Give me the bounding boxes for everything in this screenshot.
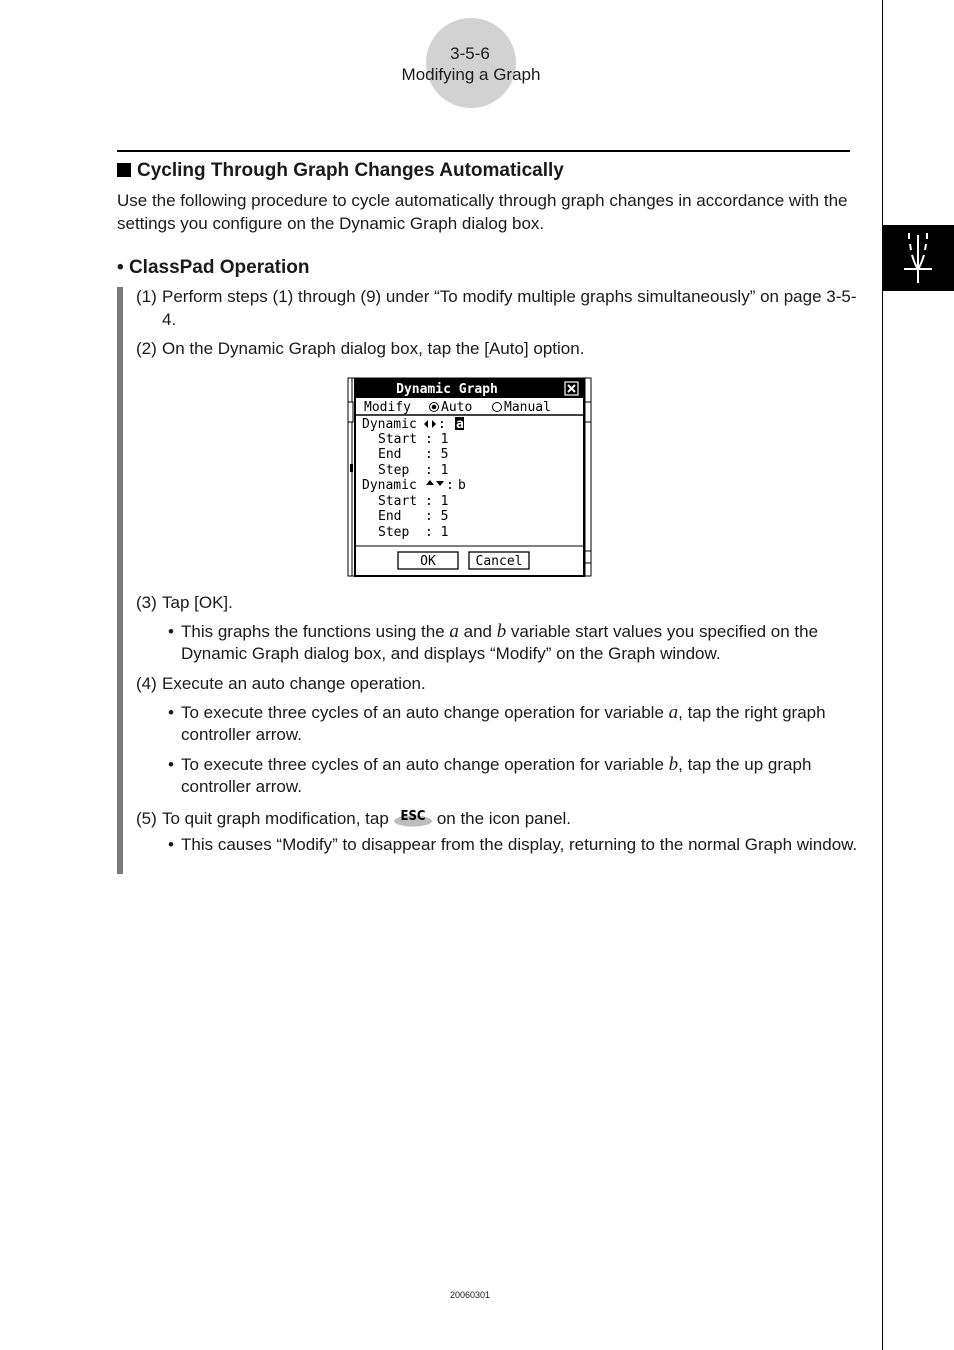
ud-step[interactable]: Step : 1 [378,525,449,540]
step-number: (1) [136,287,157,306]
step-text: To quit graph modification, tap ESC on the icon panel. [162,809,572,828]
esc-icon [393,807,433,827]
operation-heading [117,257,310,279]
section-rule [117,150,850,152]
bullet-icon: • [168,622,174,641]
bullet-icon: • [168,703,174,722]
step-text: Perform steps (1) through (9) under “To modify multiple graphs simultaneously” on page 3-5-4. [162,287,857,329]
square-bullet-icon [117,163,131,177]
chapter-tab [882,225,954,291]
step-text: Tap [OK]. [162,593,233,612]
step-number: (2) [136,339,157,358]
lr-end[interactable]: End : 5 [378,447,449,462]
cancel-button-label[interactable]: Cancel [475,554,523,569]
section-title-text: Cycling Through Graph Changes Automatically [137,160,564,181]
ud-end[interactable]: End : 5 [378,509,449,524]
step-number: (3) [136,593,157,612]
mode-label: Modify [364,400,411,415]
footer-code: 20060301 [449,1290,491,1300]
bullet-text: To execute three cycles of an auto change operation for variable b, tap the up graph controller arrow. [181,754,812,796]
graph-tab-icon [882,225,954,291]
manual-option-label[interactable]: Manual [504,400,551,415]
operation-heading-text: ClassPad Operation [128,257,310,278]
step-number: (4) [136,674,157,693]
ok-button-label[interactable]: OK [420,554,436,569]
page-subtitle: Modifying a Graph [401,65,541,84]
intro-paragraph: Use the following procedure to cycle automatically through graph changes in accordance with the settings you configure on the Dynamic Graph dialog box. [117,191,848,233]
svg-text:ESC: ESC [400,809,426,824]
procedure-sidebar [117,287,123,874]
lr-start[interactable]: Start : 1 [378,432,449,447]
dynamic-ud-label: Dynamic [362,478,417,493]
right-margin-rule [882,0,883,1350]
section-title [117,160,564,182]
svg-text::: : [438,417,446,432]
dynamic-ud-value[interactable]: b [458,478,466,493]
step-text: On the Dynamic Graph dialog box, tap the [Auto] option. [162,339,585,358]
bullet-text: This graphs the functions using the a and b variable start values you specified on the Dynamic Graph dialog box, and displays “Modify” on the Graph window. [181,621,819,663]
auto-option-label[interactable]: Auto [441,400,473,415]
bullet-icon: • [168,835,174,854]
step-number: (5) [136,809,157,828]
bullet-text: To execute three cycles of an auto change operation for variable a, tap the right graph controller arrow. [181,702,826,744]
dynamic-lr-label: Dynamic [362,417,417,432]
page-number: 3-5-6 [450,44,490,63]
bullet-icon: • [117,257,124,278]
dynamic-graph-dialog [345,376,593,578]
dynamic-lr-value[interactable]: a [456,417,464,432]
bullet-icon: • [168,755,174,774]
dialog-title: Dynamic Graph [396,382,498,397]
bullet-text: This causes “Modify” to disappear from the display, returning to the normal Graph window. [181,835,858,854]
svg-text::: : [446,478,454,493]
step-text: Execute an auto change operation. [162,674,426,693]
ud-start[interactable]: Start : 1 [378,494,449,509]
lr-step[interactable]: Step : 1 [378,463,449,478]
